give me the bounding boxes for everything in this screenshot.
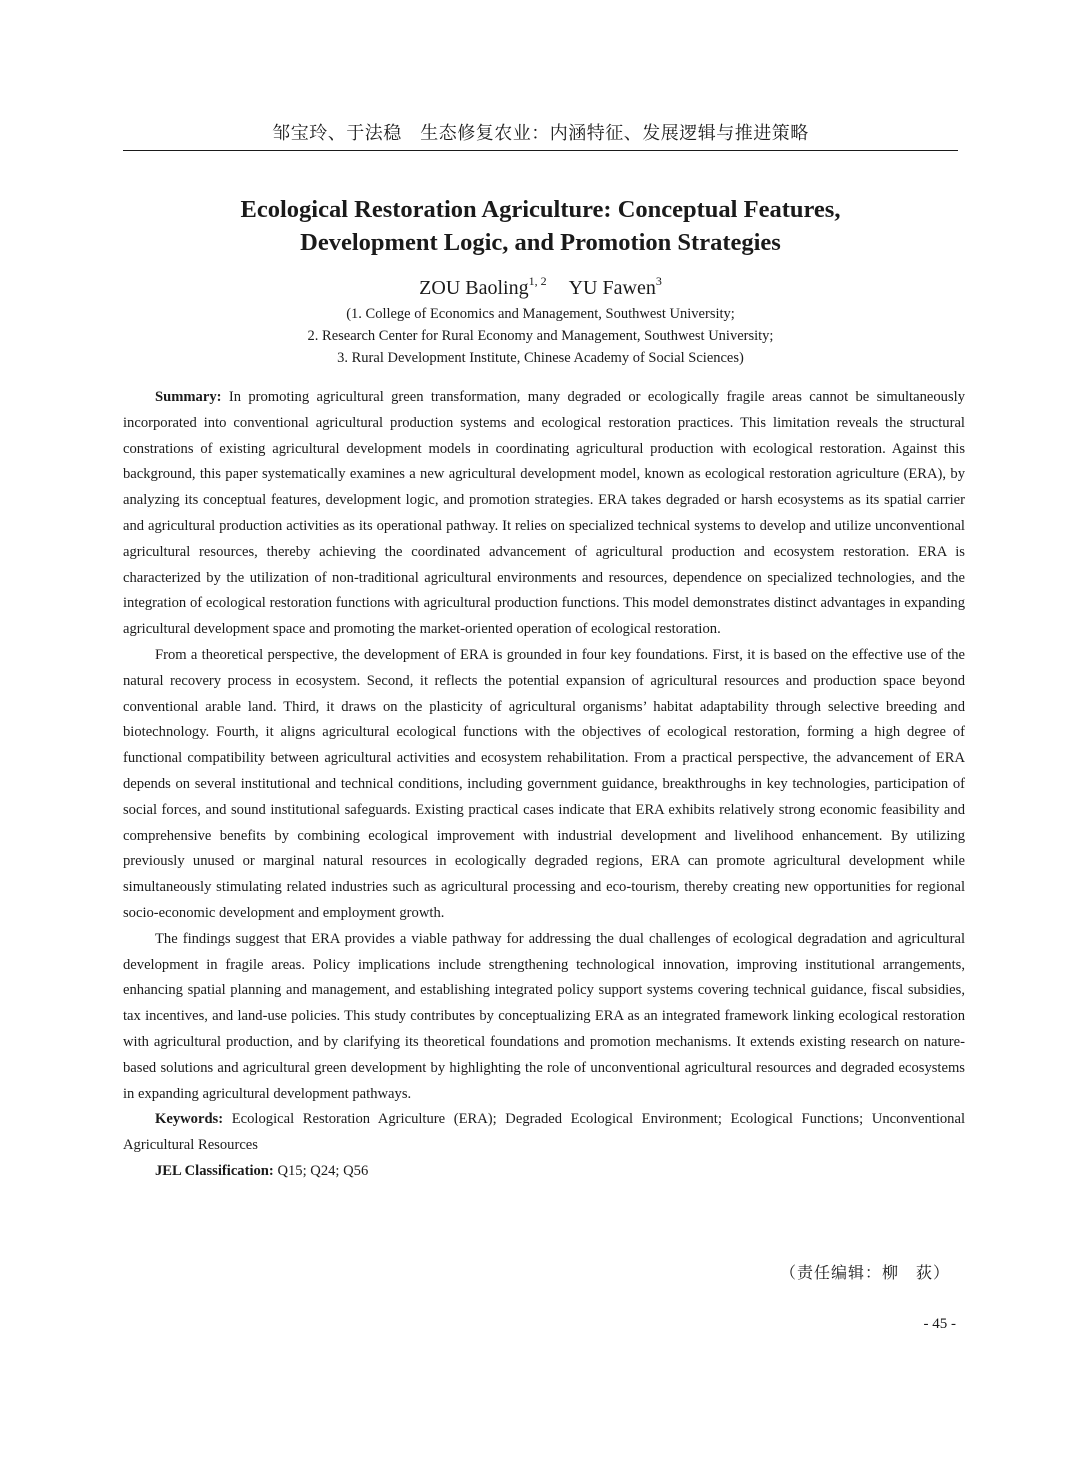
keywords-text: Ecological Restoration Agriculture (ERA); Degraded Ecological Environment; Ecological Functions; Unconventional Agricultural Resources bbox=[123, 1111, 965, 1154]
affiliation-line: (1. College of Economics and Management, Southwest University; bbox=[346, 306, 735, 322]
title-line-1: Ecological Restoration Agriculture: Conceptual Features, bbox=[240, 196, 841, 223]
author-name: ZOU Baoling bbox=[419, 277, 529, 299]
title-line-2: Development Logic, and Promotion Strategies bbox=[300, 229, 781, 256]
author-yu bbox=[569, 273, 662, 303]
author-affiliation-mark: 1, 2 bbox=[528, 274, 547, 288]
abstract-body bbox=[123, 385, 965, 1185]
running-head: 邹宝玲、于法稳 生态修复农业：内涵特征、发展逻辑与推进策略 bbox=[123, 120, 958, 151]
jel-paragraph bbox=[123, 1159, 965, 1185]
author-affiliation-mark: 3 bbox=[655, 274, 662, 288]
article-title bbox=[123, 193, 958, 259]
summary-text: In promoting agricultural green transformation, many degraded or ecologically fragile areas cannot be simultaneously incorporated into conventional agricultural production systems and ecological restoration practices. This limitation reveals the structural constrations of existing agricultural development models in coordinating agricultural production with ecological restoration. Against this background, this paper systematically examines a new agricultural development model, known as ecological restoration agriculture (ERA), by analyzing its conceptual features, development logic, and promotion strategies. ERA takes degraded or harsh ecosystems as its spatial carrier and agricultural production activities as its operational pathway. It relies on specialized technical systems to develop and utilize unconventional agricultural resources, thereby achieving the coordinated advancement of agricultural production and ecosystem restoration. ERA is characterized by the utilization of non-traditional agricultural environments and resources, dependence on specialized technologies, and the integration of ecological restoration functions with agricultural production functions. This model demonstrates distinct advantages in expanding agricultural development space and promoting the market-oriented operation of ecological restoration. bbox=[123, 389, 965, 638]
body-paragraph: The findings suggest that ERA provides a viable pathway for addressing the dual challenges of ecological degradation and agricultural development in fragile areas. Policy implications include strengthening technological innovation, improving institutional arrangements, enhancing spatial planning and management, and establishing integrated policy support systems covering technical guidance, fiscal subsidies, tax incentives, and land-use policies. This study contributes by conceptualizing ERA as an integrated framework linking ecological restoration with agricultural production, and by clarifying its theoretical foundations and promotion mechanisms. It extends existing research on nature-based solutions and agricultural green development by highlighting the role of unconventional agricultural resources and degraded ecosystems in expanding agricultural development pathways. bbox=[123, 930, 965, 1102]
author-list bbox=[123, 273, 958, 303]
jel-text: Q15; Q24; Q56 bbox=[277, 1162, 369, 1179]
page-number: - 45 - bbox=[923, 1316, 956, 1332]
jel-label: JEL Classification: bbox=[155, 1162, 274, 1179]
affiliation-line: 2. Research Center for Rural Economy and Management, Southwest University; bbox=[307, 328, 774, 344]
affiliation-line: 3. Rural Development Institute, Chinese Academy of Social Sciences) bbox=[337, 350, 744, 366]
keywords-label: Keywords: bbox=[155, 1111, 224, 1128]
body-paragraph: From a theoretical perspective, the development of ERA is grounded in four key foundations. First, it is based on the effective use of the natural recovery process in ecosystem. Second, it reflects the potential expansion of agricultural resources and production space beyond conventional arable land. Third, it draws on the plasticity of agricultural organisms’ habitat adaptability through selective breeding and biotechnology. Fourth, it aligns agricultural ecological functions with the objectives of ecological restoration, forming a high degree of functional compatibility between agricultural activities and ecosystem rehabilitation. From a practical perspective, the advancement of ERA depends on several institutional and technical conditions, including government guidance, breakthroughs in key technologies, participation of social forces, and sound institutional safeguards. Existing practical cases indicate that ERA exhibits relatively strong economic feasibility and comprehensive benefits by combining ecological improvement with industrial development and livelihood enhancement. By utilizing previously unused or marginal natural resources in ecologically degraded regions, ERA can promote agricultural development while simultaneously stimulating related industries such as agricultural processing and eco-tourism, thereby creating new opportunities for regional socio-economic development and employment growth. bbox=[123, 646, 965, 921]
author-name: YU Fawen bbox=[568, 277, 656, 299]
keywords-paragraph bbox=[123, 1107, 965, 1159]
summary-paragraph bbox=[123, 385, 965, 643]
summary-label: Summary: bbox=[155, 389, 222, 405]
author-zou bbox=[419, 273, 546, 303]
affiliations bbox=[123, 303, 958, 369]
editor-note: （责任编辑：柳 荻） bbox=[779, 1263, 950, 1282]
